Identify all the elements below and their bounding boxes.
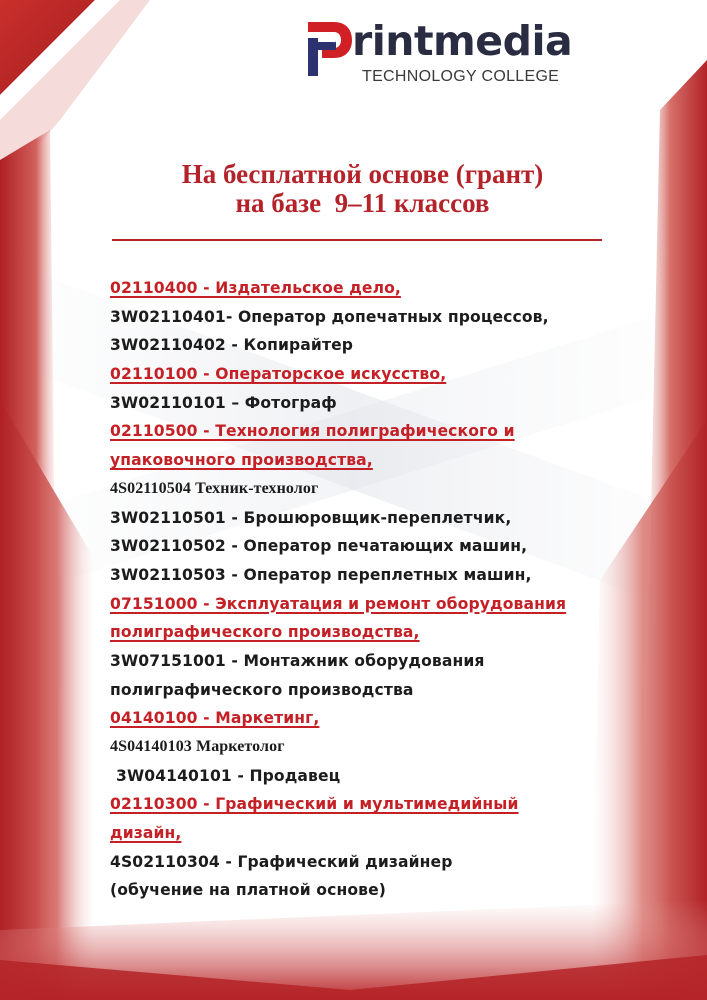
qualification-item: 3W02110502 - Оператор печатающих машин, bbox=[110, 537, 528, 556]
printmedia-p-icon bbox=[304, 18, 356, 80]
specialty-heading: дизайн, bbox=[110, 824, 182, 843]
specialty-heading: упаковочного производства, bbox=[110, 451, 373, 470]
specialty-list bbox=[110, 274, 630, 905]
qualification-item: 3W02110402 - Копирайтер bbox=[110, 336, 354, 355]
specialty-heading: 02110100 - Операторское искусство, bbox=[110, 365, 447, 384]
specialty-heading: полиграфического производства, bbox=[110, 623, 420, 642]
title-divider bbox=[112, 239, 602, 241]
specialty-heading: 04140100 - Маркетинг, bbox=[110, 709, 320, 728]
qualification-item: 4S02110304 - Графический дизайнер bbox=[110, 852, 453, 871]
specialty-heading: 02110300 - Графический и мультимедийный bbox=[110, 795, 519, 814]
qualification-item: 3W07151001 - Монтажник оборудования bbox=[110, 651, 485, 670]
title-line-1: На бесплатной основе (грант) bbox=[181, 159, 544, 189]
specialty-heading: 07151000 - Эксплуатация и ремонт оборудования bbox=[110, 594, 567, 613]
title-line-2: на базе 9–11 классов bbox=[235, 188, 490, 218]
page-title bbox=[100, 160, 625, 218]
logo-wordmark: rintmedia bbox=[352, 17, 573, 65]
qualification-item: 3W02110101 – Фотограф bbox=[110, 393, 337, 412]
specialty-heading: 02110500 - Технология полиграфического и bbox=[110, 422, 515, 441]
qualification-item: 3W02110501 - Брошюровщик-переплетчик, bbox=[110, 508, 512, 527]
qualification-item: 4S02110504 Техник-технолог bbox=[110, 479, 319, 497]
qualification-item: 3W02110401- Оператор допечатных процессов, bbox=[110, 307, 549, 326]
college-logo bbox=[300, 14, 600, 94]
specialty-heading: 02110400 - Издательское дело, bbox=[110, 279, 401, 297]
qualification-item: (обучение на платной основе) bbox=[110, 881, 387, 900]
logo-subtitle: TECHNOLOGY COLLEGE bbox=[362, 68, 560, 85]
qualification-item: 3W04140101 - Продавец bbox=[116, 766, 341, 785]
qualification-item: 3W02110503 - Оператор переплетных машин, bbox=[110, 565, 532, 584]
qualification-item: полиграфического производства bbox=[110, 680, 414, 699]
qualification-item: 4S04140103 Маркетолог bbox=[110, 738, 285, 755]
